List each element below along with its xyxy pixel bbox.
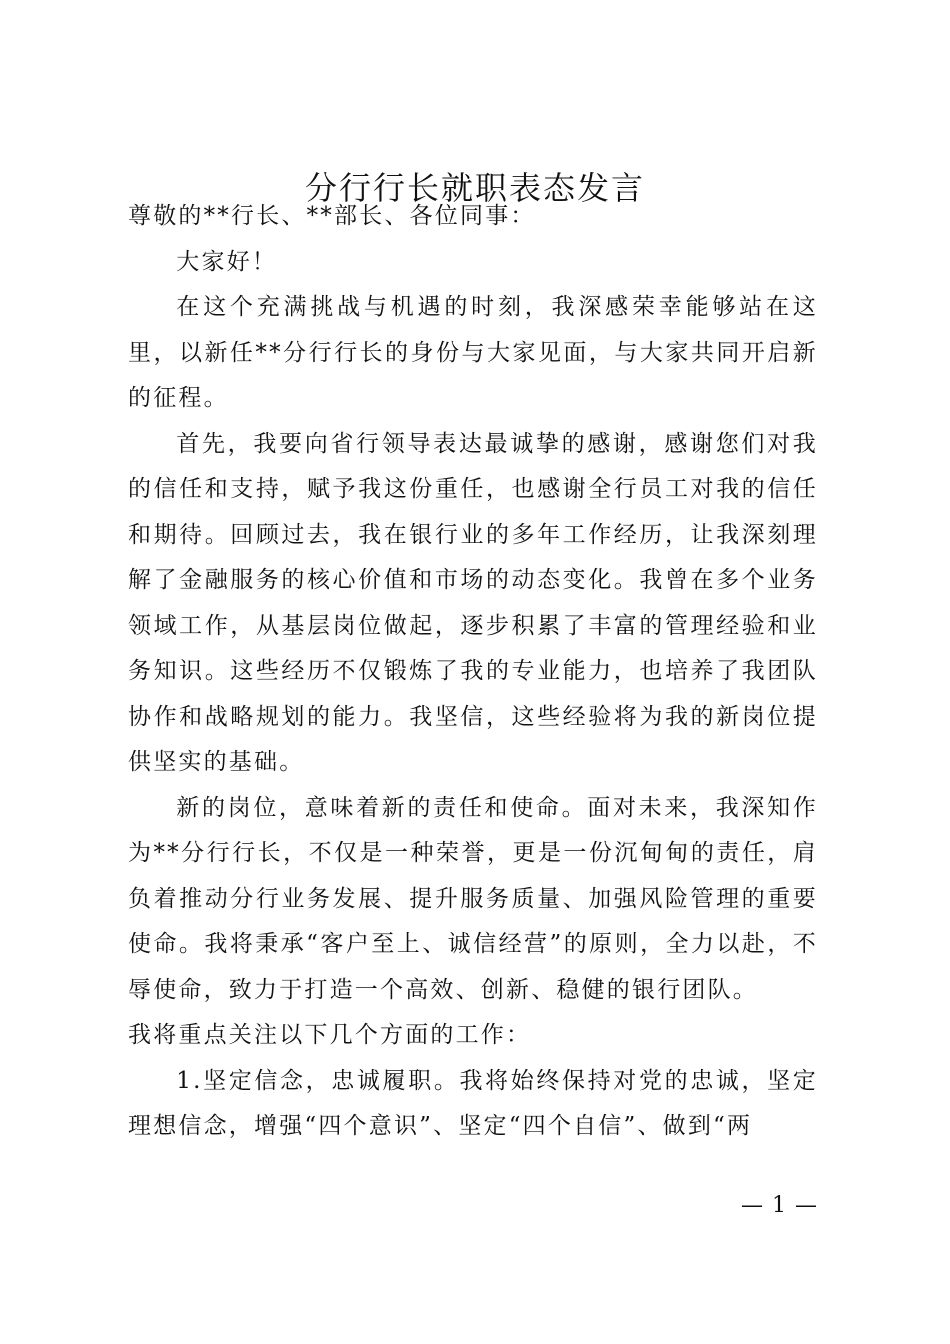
document-body — [128, 194, 818, 1150]
focus-intro: 我将重点关注以下几个方面的工作： — [128, 1022, 532, 1048]
paragraph-opening: 在这个充满挑战与机遇的时刻，我深感荣幸能够站在这里，以新任**分行行长的身份与大家见面，与大家共同开启新的征程。 — [128, 294, 818, 411]
paragraph-gratitude: 首先，我要向省行领导表达最诚挚的感谢，感谢您们对我的信任和支持，赋予我这份重任，也感谢全行员工对我的信任和期待。回顾过去，我在银行业的多年工作经历，让我深刻理解了金融服务的核心价值和市场的动态变化。我曾在多个业务领域工作，从基层岗位做起，逐步积累了丰富的管理经验和业务知识。这些经历不仅锻炼了我的专业能力，也培养了我团队协作和战略规划的能力。我坚信，这些经验将为我的新岗位提供坚实的基础。 — [128, 430, 818, 775]
salutation: 尊敬的**行长、**部长、各位同事： — [128, 203, 536, 229]
document-title: 分行行长就职表态发言 — [304, 169, 645, 207]
page-number: — 1 — — [741, 1193, 818, 1218]
paragraph-greeting: 大家好！ — [176, 248, 278, 275]
paragraph-responsibility: 新的岗位，意味着新的责任和使命。面对未来，我深知作为**分行行长，不仅是一种荣誉，更是一份沉甸甸的责任，肩负着推动分行业务发展、提升服务质量、加强风险管理的重要使命。我将秉承“客户至上、诚信经营”的原则，全力以赴，不辱使命，致力于打造一个高效、创新、稳健的银行团队。 — [128, 794, 818, 1003]
paragraph-point-1: 1.坚定信念，忠诚履职。我将始终保持对党的忠诚，坚定理想信念，增强“四个意识”、坚定“四个自信”、做到“两 — [128, 1067, 818, 1139]
